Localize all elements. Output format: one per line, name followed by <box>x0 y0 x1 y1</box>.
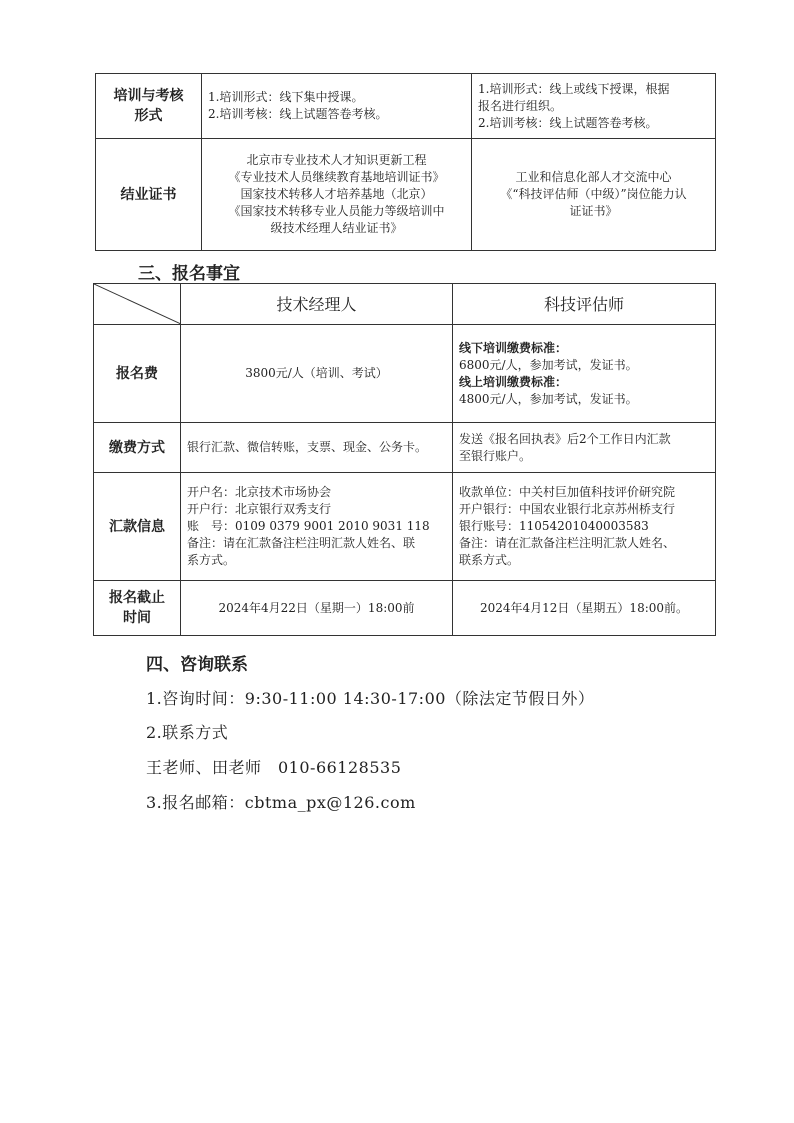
certificate-left <box>202 139 472 251</box>
cell-line: 发送《报名回执表》后2个工作日内汇款 <box>459 431 671 446</box>
remittance-left <box>181 473 453 581</box>
training-format-left <box>202 74 472 139</box>
fee-line: 4800元/人，参加考试，发证书。 <box>459 391 638 406</box>
cell-line: 系方式。 <box>187 553 236 567</box>
header-line: 时间 <box>123 610 151 626</box>
cell-line: 2.培训考核：线上试题答卷考核。 <box>208 107 388 121</box>
deadline-row <box>94 581 716 636</box>
row-header-fee: 报名费 <box>94 325 181 423</box>
row-header-deadline <box>94 581 181 636</box>
cell-line: 备注：请在汇款备注栏注明汇款人姓名、 <box>459 536 676 550</box>
cell-line: 收款单位：中关村巨加值科技评价研究院 <box>459 485 676 499</box>
fee-line: 线上培训缴费标准： <box>459 374 568 389</box>
remittance-row <box>94 473 716 581</box>
column-header-row <box>94 284 716 325</box>
cell-line: 《国家技术转移专业人员能力等级培训中 <box>228 204 445 218</box>
training-table <box>95 73 716 251</box>
deadline-right: 2024年4月12日（星期五）18:00前。 <box>453 581 716 636</box>
deadline-left: 2024年4月22日（星期一）18:00前 <box>181 581 453 636</box>
account-number: 银行账号：11054201040003583 <box>459 519 649 533</box>
remittance-right <box>453 473 716 581</box>
cell-line: 备注：请在汇款备注栏注明汇款人姓名、联 <box>187 536 416 550</box>
diagonal-line <box>94 284 181 324</box>
cell-line: 2.培训考核：线上试题答卷考核。 <box>478 115 658 130</box>
col-header-tech-assessor: 科技评估师 <box>453 284 716 325</box>
header-line: 报名截止 <box>109 590 165 606</box>
section-title-registration: 三、报名事宜 <box>138 264 240 284</box>
cell-line: 级技术经理人结业证书》 <box>270 221 403 235</box>
cell-line: 至银行账户。 <box>459 448 532 463</box>
cell-line: 北京市专业技术人才知识更新工程 <box>246 153 427 167</box>
payment-method-right <box>453 423 716 473</box>
cell-line: 工业和信息化部人才交流中心 <box>515 170 672 184</box>
payment-method-left: 银行汇款、微信转账，支票、现金、公务卡。 <box>181 423 453 473</box>
registration-table <box>93 283 716 636</box>
row-header-remittance: 汇款信息 <box>94 473 181 581</box>
row-header-training-format <box>96 74 202 139</box>
cell-line: 开户名：北京技术市场协会 <box>187 485 332 499</box>
fee-line: 6800元/人，参加考试，发证书。 <box>459 357 638 372</box>
contact-email: 3.报名邮箱：cbtma_px@126.com <box>146 793 416 812</box>
cell-line: 开户行：北京银行双秀支行 <box>187 502 332 516</box>
cell-line: 1.培训形式：线下集中授课。 <box>208 90 364 104</box>
certificate-row <box>96 139 716 251</box>
cell-line: 1.培训形式：线上或线下授课，根据 <box>478 81 670 96</box>
payment-method-row <box>94 423 716 473</box>
training-format-right <box>472 74 716 139</box>
cell-line: 证证书》 <box>569 204 618 218</box>
row-header-certificate: 结业证书 <box>96 139 202 251</box>
row-header-payment-method: 缴费方式 <box>94 423 181 473</box>
fee-line: 线下培训缴费标准： <box>459 340 568 355</box>
account-number: 账 号：0109 0379 9001 2010 9031 118 <box>187 519 430 533</box>
cell-line: 《专业技术人员继续教育基地培训证书》 <box>228 170 445 184</box>
header-line: 形式 <box>134 108 163 124</box>
cell-line: 国家技术转移人才培养基地（北京） <box>240 187 433 201</box>
contact-hours: 1.咨询时间：9:30-11:00 14:30-17:00（除法定节假日外） <box>146 689 595 708</box>
diagonal-corner-cell <box>94 284 181 325</box>
fee-row <box>94 325 716 423</box>
cell-line: 《“科技评估师（中级）”岗位能力认 <box>500 187 687 201</box>
fee-right <box>453 325 716 423</box>
col-header-tech-manager: 技术经理人 <box>181 284 453 325</box>
training-format-row <box>96 74 716 139</box>
contact-persons-phone: 王老师、田老师 010-66128535 <box>146 758 402 777</box>
certificate-right <box>472 139 716 251</box>
cell-line: 联系方式。 <box>459 553 520 567</box>
header-line: 培训与考核 <box>113 88 184 104</box>
section-title-contact: 四、咨询联系 <box>146 655 248 675</box>
cell-line: 开户银行：中国农业银行北京苏州桥支行 <box>459 502 676 516</box>
contact-method-label: 2.联系方式 <box>146 723 229 742</box>
fee-left: 3800元/人（培训、考试） <box>181 325 453 423</box>
cell-line: 报名进行组织。 <box>478 98 563 113</box>
